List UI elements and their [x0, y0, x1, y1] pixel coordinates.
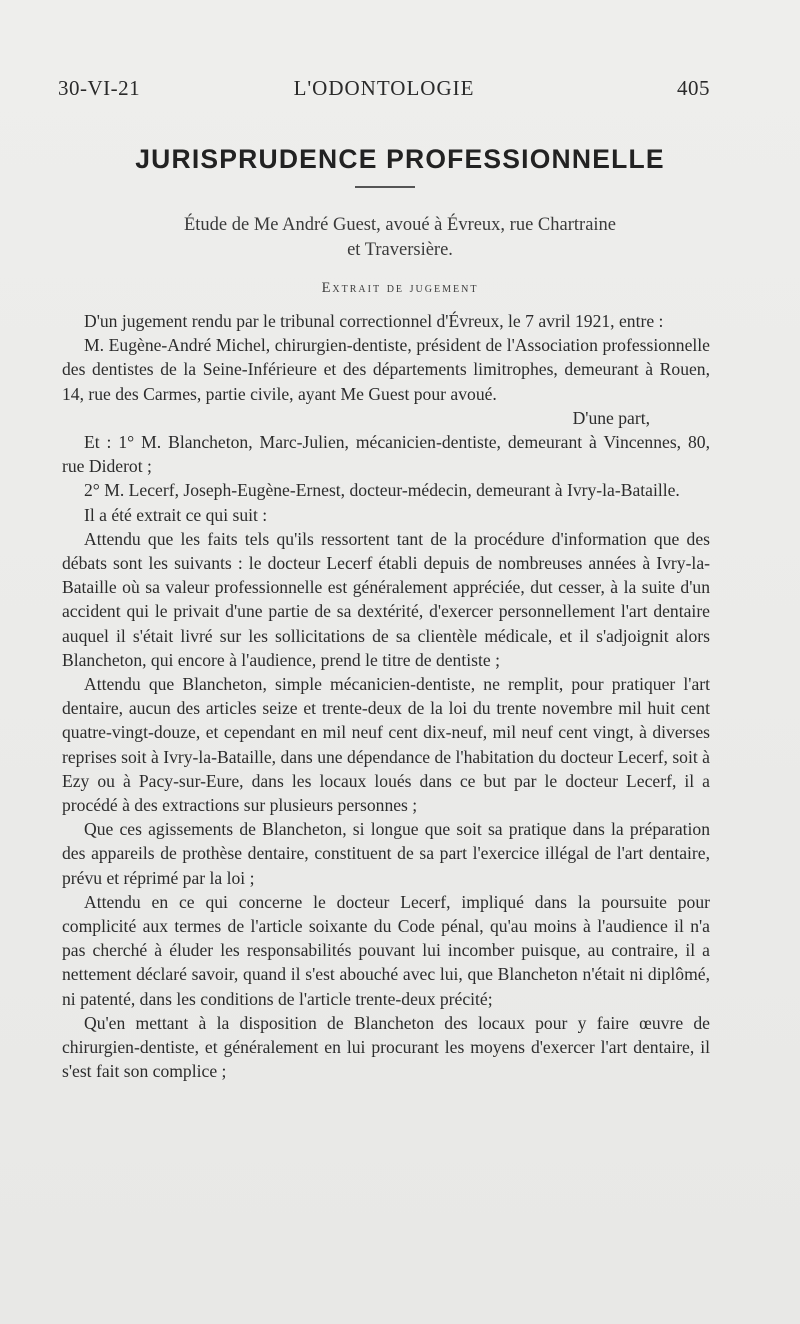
paragraph: Attendu que les faits tels qu'ils ressortent tant de la procédure d'information que des débats sont les suivants : le docteur Lecerf établi depuis de nombreuses années à Ivry-la-Bataille où sa valeur professionnelle est généralement appréciée, dut cesser, à la suite d'un accident qui le privait d'une partie de sa dextérité, d'exercer personnellement l'art dentaire auquel il s'était livré sur les sollicitations de sa clientèle médicale, et il s'adjoignit alors Blancheton, qui encore à l'audience, prend le titre de dentiste ; — [62, 528, 710, 670]
header-date: 30-VI-21 — [58, 76, 141, 100]
paragraph: D'un jugement rendu par le tribunal correctionnel d'Évreux, le 7 avril 1921, entre : — [84, 311, 664, 331]
paragraph: Et : 1° M. Blancheton, Marc-Julien, mécanicien-dentiste, demeurant à Vincennes, 80, rue Diderot ; — [62, 432, 710, 477]
paragraph: M. Eugène-André Michel, chirurgien-dentiste, président de l'Association professionnelle des dentistes de la Seine-Inférieure et des départements limitrophes, demeurant à Rouen, 14, rue des Carmes, partie civile, ayant Me Guest pour avoué. — [62, 335, 710, 404]
journal-name: L'ODONTOLOGIE — [293, 76, 475, 100]
running-header — [58, 76, 710, 106]
paragraph: Attendu que Blancheton, simple mécanicien-dentiste, ne remplit, pour pratiquer l'art dentaire, aucun des articles seize et trente-deux de la loi du trente novembre mil huit cent quatre-vingt-douze, et cependant en mil neuf cent dix-neuf, mil neuf cent vingt, à diverses reprises soit à Ivry-la-Bataille, dans une dépendance de l'habitation du docteur Lecerf, soit à Ezy ou à Pacy-sur-Eure, dans les locaux loués dans ce but par le docteur Lecerf, il a procédé à des extractions sur plusieurs personnes ; — [62, 674, 710, 816]
paragraph: Que ces agissements de Blancheton, si longue que soit sa pratique dans la préparation des appareils de prothèse dentaire, constituent de sa part l'exercice illégal de l'art dentaire, prévu et réprimé par la loi ; — [62, 819, 710, 888]
paragraph: Il a été extrait ce qui suit : — [84, 504, 268, 525]
article-subtitle — [0, 213, 800, 263]
paragraph: D'une part, — [572, 407, 650, 428]
paragraph: Qu'en mettant à la disposition de Blancheton des locaux pour y faire œuvre de chirurgien-dentiste, et généralement en lui procurant les moyens d'exercer l'art dentaire, il s'est fait son complice ; — [62, 1012, 710, 1082]
subtitle-line-2: et Traversière. — [347, 240, 453, 260]
title-rule — [355, 186, 415, 188]
paragraph: Attendu en ce qui concerne le docteur Lecerf, impliqué dans la poursuite pour complicité aux termes de l'article soixante du Code pénal, qu'au moins à l'audience il n'a pas cherché à éluder les responsabilités pouvant lui incomber puisque, au contraire, il a nettement déclaré savoir, quand il s'est abouché avec lui, que Blancheton n'était ni diplômé, ni patenté, dans les conditions de l'article trente-deux précité; — [62, 891, 710, 1009]
article-title: JURISPRUDENCE PROFESSIONNELLE — [135, 144, 665, 174]
section-heading: Extrait de jugement — [321, 280, 479, 296]
subtitle-line-1: Étude de Me André Guest, avoué à Évreux, rue Chartraine — [183, 215, 617, 235]
paragraph: 2° M. Lecerf, Joseph-Eugène-Ernest, docteur-médecin, demeurant à Ivry-la-Bataille. — [84, 480, 680, 501]
page-number: 405 — [677, 76, 710, 100]
article-body — [62, 309, 710, 1084]
